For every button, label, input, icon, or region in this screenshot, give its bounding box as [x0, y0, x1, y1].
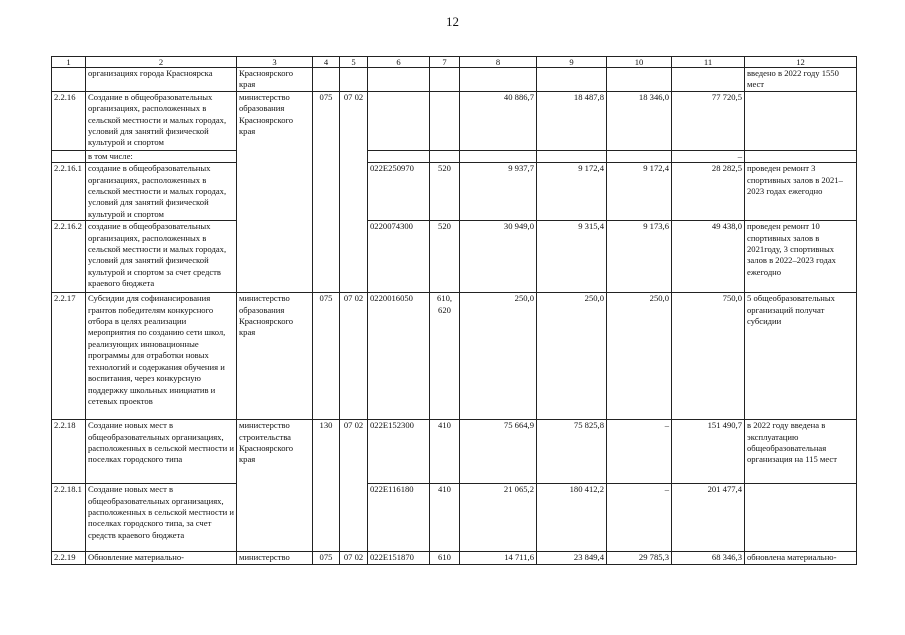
table-cell-col11: 151 490,7 — [672, 420, 745, 484]
table-cell-col4: 130 — [313, 420, 340, 484]
table-cell-col6: 022Е116180 — [368, 484, 430, 552]
table-cell-col3 — [237, 163, 313, 221]
table-cell-col8: 9 937,7 — [460, 163, 537, 221]
table-cell-col9 — [537, 150, 607, 162]
table-cell-col11: – — [672, 150, 745, 162]
table-cell-col1: 2.2.18.1 — [52, 484, 86, 552]
table-cell-col5 — [340, 163, 368, 221]
table-cell-col3: министерство образования Красноярского края — [237, 91, 313, 150]
table-cell-col6 — [368, 150, 430, 162]
table-cell-col10: 9 172,4 — [607, 163, 672, 221]
table-row — [52, 91, 857, 150]
table-cell-col9: 250,0 — [537, 293, 607, 420]
table-cell-col8 — [460, 68, 537, 92]
table-row — [52, 293, 857, 420]
table-cell-col4 — [313, 163, 340, 221]
table-cell-col9: 23 849,4 — [537, 552, 607, 564]
column-header: 7 — [430, 57, 460, 68]
table-cell-col5 — [340, 68, 368, 92]
table-cell-col8: 21 065,2 — [460, 484, 537, 552]
table-cell-col2: Создание в общеобразовательных организациях, расположенных в сельской местности и малых городах, условий для занятий физической культурой и спортом — [86, 91, 237, 150]
table-cell-col2: Создание новых мест в общеобразовательных организациях, расположенных в сельской местности и поселках городского типа, за счет средств краевого бюджета — [86, 484, 237, 552]
table-cell-col6 — [368, 91, 430, 150]
table-cell-col7 — [430, 91, 460, 150]
table-cell-col8: 40 886,7 — [460, 91, 537, 150]
table-cell-col1: 2.2.16.2 — [52, 221, 86, 293]
table-cell-col7 — [430, 68, 460, 92]
table-cell-col11: 201 477,4 — [672, 484, 745, 552]
table-cell-col7: 520 — [430, 221, 460, 293]
table-cell-col4 — [313, 68, 340, 92]
column-header: 4 — [313, 57, 340, 68]
table-row — [52, 163, 857, 221]
table-cell-col5: 07 02 — [340, 552, 368, 564]
table-cell-col10: 250,0 — [607, 293, 672, 420]
table-cell-col7 — [430, 150, 460, 162]
table-cell-col9 — [537, 68, 607, 92]
column-header: 12 — [745, 57, 857, 68]
table-cell-col8: 30 949,0 — [460, 221, 537, 293]
table-cell-col2: создание в общеобразовательных организациях, расположенных в сельской местности и малых городах, условий для занятий физической культурой и спортом за счет средств краевого бюджета — [86, 221, 237, 293]
table-cell-col12: 5 общеобразовательных организаций получат субсидии — [745, 293, 857, 420]
table-cell-col3: министерство строительства Красноярского края — [237, 420, 313, 484]
table-cell-col5 — [340, 221, 368, 293]
column-header: 2 — [86, 57, 237, 68]
table-cell-col4 — [313, 484, 340, 552]
table-cell-col9: 75 825,8 — [537, 420, 607, 484]
column-header: 3 — [237, 57, 313, 68]
column-header: 11 — [672, 57, 745, 68]
table-row — [52, 420, 857, 484]
table-cell-col12: обновлена материально- — [745, 552, 857, 564]
table-cell-col10 — [607, 150, 672, 162]
table-cell-col5 — [340, 150, 368, 162]
table-cell-col7: 610 — [430, 552, 460, 564]
table-cell-col11: 28 282,5 — [672, 163, 745, 221]
table-cell-col2: создание в общеобразовательных организациях, расположенных в сельской местности и малых городах, условий для занятий физической культурой и спортом — [86, 163, 237, 221]
table-cell-col11: 77 720,5 — [672, 91, 745, 150]
table-cell-col12 — [745, 484, 857, 552]
table-cell-col3: Красноярского края — [237, 68, 313, 92]
table-cell-col6: 0220074300 — [368, 221, 430, 293]
table-cell-col6: 022Е152300 — [368, 420, 430, 484]
table-cell-col5: 07 02 — [340, 293, 368, 420]
table-cell-col8 — [460, 150, 537, 162]
table-cell-col1: 2.2.17 — [52, 293, 86, 420]
page-number: 12 — [446, 14, 459, 29]
program-table — [51, 56, 857, 565]
header-row — [52, 57, 857, 68]
column-header: 6 — [368, 57, 430, 68]
table-cell-col7: 410 — [430, 420, 460, 484]
table-row — [52, 68, 857, 92]
table-cell-col3: министерство — [237, 552, 313, 564]
table-cell-col1: 2.2.16.1 — [52, 163, 86, 221]
table-cell-col12: введено в 2022 году 1550 мест — [745, 68, 857, 92]
table-row — [52, 150, 857, 162]
table-cell-col1 — [52, 68, 86, 92]
table-cell-col10: – — [607, 484, 672, 552]
table-cell-col3: министерство образования Красноярского края — [237, 293, 313, 420]
table-cell-col5: 07 02 — [340, 420, 368, 484]
table-cell-col12: проведен ремонт 10 спортивных залов в 2021году, 3 спортивных залов в 2022–2023 годах ежегодно — [745, 221, 857, 293]
column-header: 9 — [537, 57, 607, 68]
column-header: 10 — [607, 57, 672, 68]
table-row — [52, 484, 857, 552]
table-cell-col9: 9 315,4 — [537, 221, 607, 293]
table-cell-col8: 75 664,9 — [460, 420, 537, 484]
table-cell-col10: 18 346,0 — [607, 91, 672, 150]
table-cell-col1: 2.2.19 — [52, 552, 86, 564]
table-cell-col4: 075 — [313, 552, 340, 564]
table-cell-col12 — [745, 150, 857, 162]
table-cell-col4 — [313, 221, 340, 293]
table-cell-col5 — [340, 484, 368, 552]
table-cell-col8: 250,0 — [460, 293, 537, 420]
table-cell-col2: Субсидии для софинансирования грантов победителям конкурсного отбора в целях реализации мероприятия по созданию сети школ, реализующих инновационные программы для отработки новых технологий и содержания обучения и воспитания, через конкурсную поддержку школьных инициатив и сетевых проектов — [86, 293, 237, 420]
table-cell-col9: 180 412,2 — [537, 484, 607, 552]
table-cell-col1 — [52, 150, 86, 162]
table-cell-col2: в том числе: — [86, 150, 237, 162]
table-cell-col2: Обновление материально- — [86, 552, 237, 564]
table-cell-col4: 075 — [313, 293, 340, 420]
table-cell-col10: – — [607, 420, 672, 484]
table-cell-col2: организациях города Красноярска — [86, 68, 237, 92]
table-cell-col11: 49 438,0 — [672, 221, 745, 293]
table-cell-col10 — [607, 68, 672, 92]
table-cell-col11: 750,0 — [672, 293, 745, 420]
table-cell-col6: 022Е250970 — [368, 163, 430, 221]
table-cell-col7: 410 — [430, 484, 460, 552]
table-cell-col6: 022Е151870 — [368, 552, 430, 564]
table-cell-col3 — [237, 484, 313, 552]
table-cell-col2: Создание новых мест в общеобразовательных организациях, расположенных в сельской местности и поселках городского типа — [86, 420, 237, 484]
table-cell-col6: 0220016050 — [368, 293, 430, 420]
table-row — [52, 552, 857, 564]
table-cell-col11: 68 346,3 — [672, 552, 745, 564]
table-cell-col4: 075 — [313, 91, 340, 150]
table-cell-col7: 520 — [430, 163, 460, 221]
table-cell-col1: 2.2.18 — [52, 420, 86, 484]
table-cell-col12 — [745, 91, 857, 150]
table-cell-col6 — [368, 68, 430, 92]
column-header: 5 — [340, 57, 368, 68]
table-cell-col8: 14 711,6 — [460, 552, 537, 564]
table-cell-col3 — [237, 150, 313, 162]
table-row — [52, 221, 857, 293]
column-header: 1 — [52, 57, 86, 68]
table-cell-col7: 610, 620 — [430, 293, 460, 420]
table-cell-col11 — [672, 68, 745, 92]
table-cell-col9: 18 487,8 — [537, 91, 607, 150]
table-cell-col12: в 2022 году введена в эксплуатацию общеобразовательная организация на 115 мест — [745, 420, 857, 484]
table-cell-col9: 9 172,4 — [537, 163, 607, 221]
table-cell-col3 — [237, 221, 313, 293]
table-cell-col1: 2.2.16 — [52, 91, 86, 150]
table-cell-col5: 07 02 — [340, 91, 368, 150]
table-cell-col10: 29 785,3 — [607, 552, 672, 564]
table-cell-col4 — [313, 150, 340, 162]
table-cell-col12: проведен ремонт 3 спортивных залов в 2021–2023 годах ежегодно — [745, 163, 857, 221]
table-cell-col10: 9 173,6 — [607, 221, 672, 293]
column-header: 8 — [460, 57, 537, 68]
